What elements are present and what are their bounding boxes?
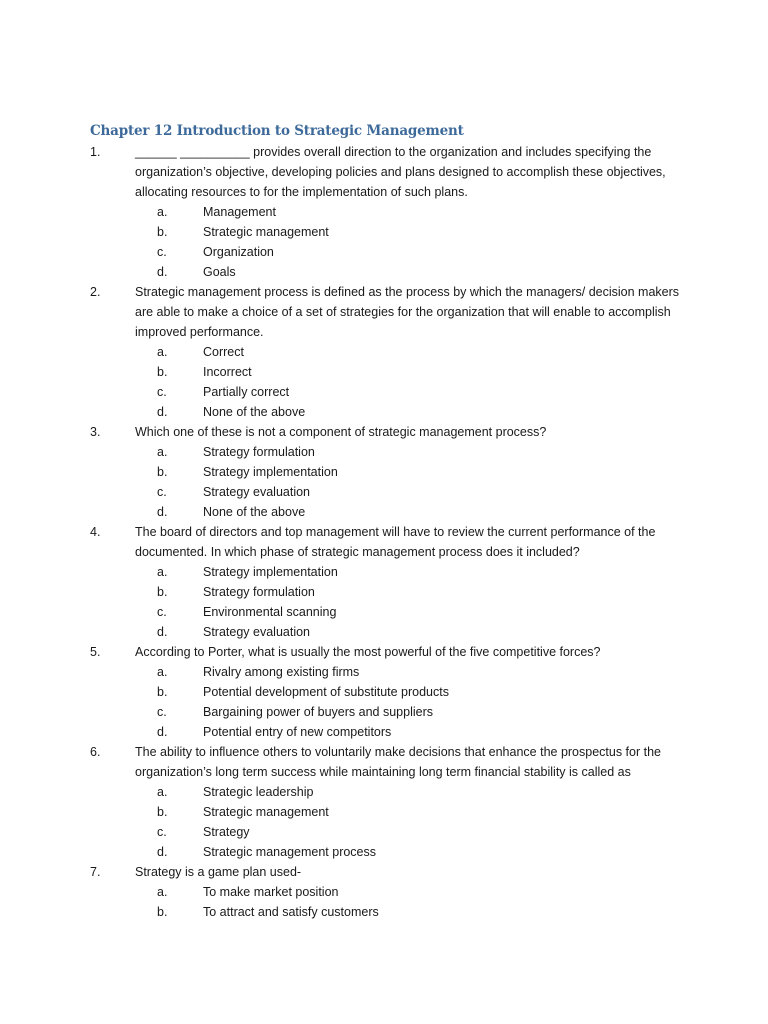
option-letter: c. [157,605,167,619]
option-letter: d. [157,405,168,419]
option-text: Strategic management process [203,845,377,859]
option-item [90,242,690,262]
question-text: The board of directors and top management will have to review the current performance of the documented. In which phase of strategic management process does it included? [135,525,656,559]
option-letter: a. [157,565,168,579]
option-item [90,802,690,822]
question-text: Strategy is a game plan used- [135,865,302,879]
option-text: Strategic leadership [203,785,314,799]
option-text: Correct [203,345,244,359]
option-letter: c. [157,485,167,499]
question-number: 6. [90,745,101,759]
question-item [90,522,690,642]
option-text: To make market position [203,885,339,899]
option-text: Potential development of substitute products [203,685,449,699]
option-item [90,682,690,702]
question-item [90,642,690,742]
option-letter: a. [157,345,168,359]
option-letter: b. [157,685,168,699]
option-letter: d. [157,265,168,279]
option-text: Goals [203,265,236,279]
option-item [90,662,690,682]
option-letter: b. [157,465,168,479]
option-text: Strategy implementation [203,565,338,579]
option-item [90,342,690,362]
option-text: Potential entry of new competitors [203,725,392,739]
option-letter: b. [157,585,168,599]
option-list [90,562,690,642]
option-letter: b. [157,905,168,919]
option-item [90,402,690,422]
option-item [90,502,690,522]
option-item [90,442,690,462]
question-number: 7. [90,865,101,879]
option-text: Strategy evaluation [203,625,311,639]
option-letter: b. [157,365,168,379]
option-item [90,222,690,242]
question-item [90,142,690,282]
question-number: 5. [90,645,101,659]
option-item [90,882,690,902]
option-text: Strategy [203,825,250,839]
option-list [90,882,690,922]
option-text: None of the above [203,405,306,419]
option-list [90,782,690,862]
option-item [90,482,690,502]
option-letter: b. [157,805,168,819]
option-text: Incorrect [203,365,252,379]
option-list [90,342,690,422]
option-item [90,562,690,582]
option-item [90,842,690,862]
option-letter: b. [157,225,168,239]
option-letter: d. [157,625,168,639]
option-letter: a. [157,785,168,799]
option-text: Strategy evaluation [203,485,311,499]
option-item [90,702,690,722]
option-item [90,722,690,742]
question-list [90,142,690,922]
question-item [90,282,690,422]
option-letter: a. [157,205,168,219]
option-text: Bargaining power of buyers and suppliers [203,705,433,719]
option-letter: a. [157,665,168,679]
question-text: Strategic management process is defined as the process by which the managers/ decision makers are able to make a choice of a set of strategies for the organization that will enable to accomplish improved performance. [135,285,680,339]
option-text: Strategic management [203,805,329,819]
option-item [90,462,690,482]
question-text: The ability to influence others to voluntarily make decisions that enhance the prospectus for the organization’s long term success while maintaining long term financial stability is called as [135,745,661,779]
question-item [90,742,690,862]
option-item [90,602,690,622]
option-letter: c. [157,245,167,259]
option-item [90,622,690,642]
option-item [90,362,690,382]
question-number: 3. [90,425,101,439]
option-text: Environmental scanning [203,605,337,619]
option-text: Strategy implementation [203,465,338,479]
question-text: Which one of these is not a component of strategic management process? [135,425,547,439]
option-letter: c. [157,825,167,839]
option-text: Organization [203,245,274,259]
option-letter: a. [157,445,168,459]
question-text: ______ __________ provides overall direction to the organization and includes specifying the organization’s objective, developing policies and plans designed to accomplish these objectives, allocating resources to for the implementation of such plans. [135,145,666,199]
option-letter: a. [157,885,168,899]
option-text: Strategy formulation [203,445,315,459]
question-item [90,862,690,922]
option-letter: d. [157,725,168,739]
question-number: 4. [90,525,101,539]
option-list [90,662,690,742]
option-text: To attract and satisfy customers [203,905,379,919]
option-letter: d. [157,505,168,519]
option-letter: c. [157,385,167,399]
option-text: Partially correct [203,385,290,399]
option-list [90,202,690,282]
option-letter: d. [157,845,168,859]
option-text: None of the above [203,505,306,519]
question-number: 2. [90,285,101,299]
option-item [90,902,690,922]
question-item [90,422,690,522]
option-letter: c. [157,705,167,719]
option-text: Rivalry among existing firms [203,665,360,679]
option-item [90,262,690,282]
option-item [90,202,690,222]
option-text: Strategic management [203,225,329,239]
option-text: Strategy formulation [203,585,315,599]
option-item [90,382,690,402]
question-number: 1. [90,145,101,159]
option-list [90,442,690,522]
option-item [90,582,690,602]
option-item [90,822,690,842]
option-text: Management [203,205,276,219]
chapter-title: Chapter 12 Introduction to Strategic Management [90,123,464,139]
question-text: According to Porter, what is usually the most powerful of the five competitive forces? [135,645,601,659]
option-item [90,782,690,802]
